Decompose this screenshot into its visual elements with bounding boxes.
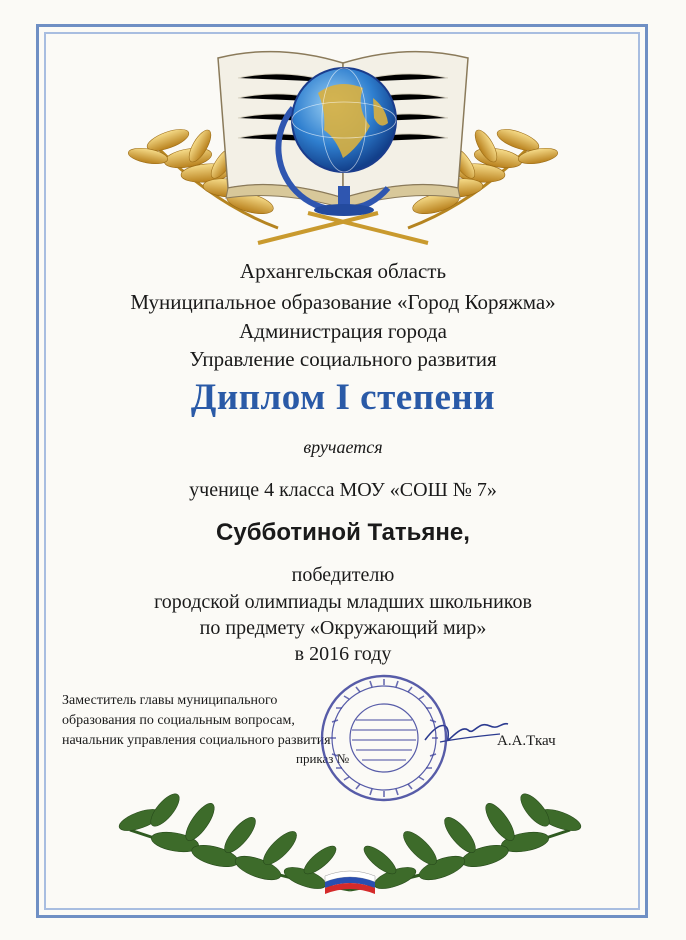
achievement-line-3: по предмету «Окружающий мир» [199,617,487,639]
header-department: Управление социального развития [189,347,497,371]
achievement-line-1: победителю [291,564,395,586]
order-label: приказ № [296,751,350,766]
header-region: Архангельская область [239,259,447,283]
signer-position-3: начальник управления социального развития [62,733,331,748]
globe-book-emblem [88,38,598,258]
signer-position-2: образования по социальным вопросам, [62,713,295,728]
header-administration: Администрация города [239,319,447,343]
header-municipality: Муниципальное образование «Город Коряжма» [130,290,556,314]
signer-position-1: Заместитель главы муниципального [62,693,278,708]
achievement-line-2: городской олимпиады младших школьников [154,591,532,613]
tricolor-ribbon-icon [325,871,375,894]
achievement-line-4: в 2016 году [294,643,392,665]
awarded-label: вручается [303,437,383,457]
recipient-class: ученице 4 класса МОУ «СОШ № 7» [189,479,497,501]
bottom-laurel-icon [110,780,590,905]
diploma-title: Диплом I степени [190,377,496,418]
recipient-name: Субботиной Татьяне, [216,519,470,546]
signer-name: А.А.Ткач [497,733,556,749]
